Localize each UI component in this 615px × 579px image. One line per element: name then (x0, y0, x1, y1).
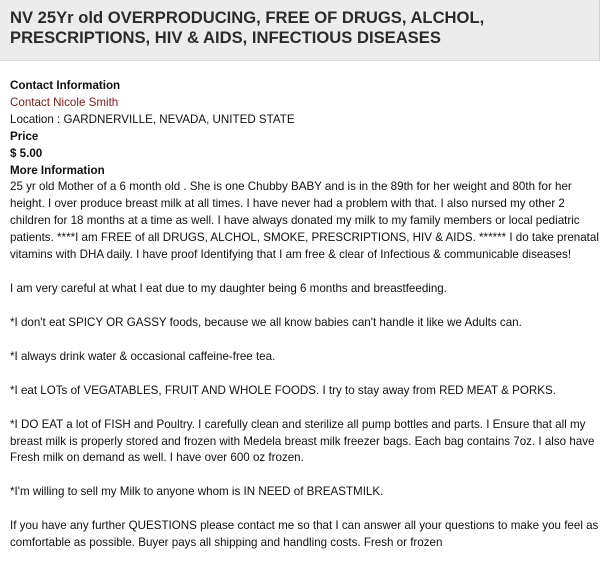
listing-details (10, 78, 602, 552)
description-paragraph: *I eat LOTs of VEGATABLES, FRUIT AND WHOLE FOODS. I try to stay away from RED MEAT & PORKS. (10, 383, 556, 397)
description-paragraph: I am very careful at what I eat due to my daughter being 6 months and breastfeeding. (10, 281, 447, 295)
description-paragraph: 25 yr old Mother of a 6 month old . She is one Chubby BABY and is in the 89th for her weight and 80th for her height. I over produce breast milk at all times. I have never had a problem with that. I also nursed my other 2 children for 18 months at a time as well. I have always donated my milk to my family members or local pediatric patients. ****I am FREE of all DRUGS, ALCHOL, SMOKE, PRESCRIPTIONS, HIV & AIDS. ****** I do take prenatal vitamins with DHA daily. I have proof Identifying that I am free & clear of Infectious & communicable diseases! (10, 180, 599, 262)
contact-seller-link[interactable]: Contact Nicole Smith (10, 95, 119, 109)
description-paragraph: If you have any further QUESTIONS please contact me so that I can answer all your questions to make you feel as comfortable as possible. Buyer pays all shipping and handling costs. Fresh or frozen (10, 519, 599, 550)
description-paragraph: *I always drink water & occasional caffeine-free tea. (10, 349, 276, 363)
contact-heading: Contact Information (10, 79, 121, 92)
location-text: Location : GARDNERVILLE, NEVADA, UNITED STATE (10, 112, 295, 126)
description-paragraph: *I DO EAT a lot of FISH and Poultry. I carefully clean and sterilize all pump bottles and parts. I Ensure that all my breast milk is properly stored and frozen with Medela breast milk freezer bags. Each bag contains 7oz. I also have Fresh milk on demand as well. I have over 600 oz frozen. (10, 417, 595, 465)
price-value: $ 5.00 (10, 146, 43, 160)
more-info-heading: More Information (10, 163, 105, 177)
price-heading: Price (10, 129, 39, 143)
listing-header (0, 0, 600, 61)
description-paragraph: *I don't eat SPICY OR GASSY foods, because we all know babies can't handle it like we Adults can. (10, 315, 522, 329)
listing-title: NV 25Yr old OVERPRODUCING, FREE OF DRUGS, ALCHOL, PRESCRIPTIONS, HIV & AIDS, INFECTIOUS DISEASES (10, 8, 485, 47)
description-paragraph: *I'm willing to sell my Milk to anyone whom is IN NEED of BREASTMILK. (10, 485, 384, 499)
